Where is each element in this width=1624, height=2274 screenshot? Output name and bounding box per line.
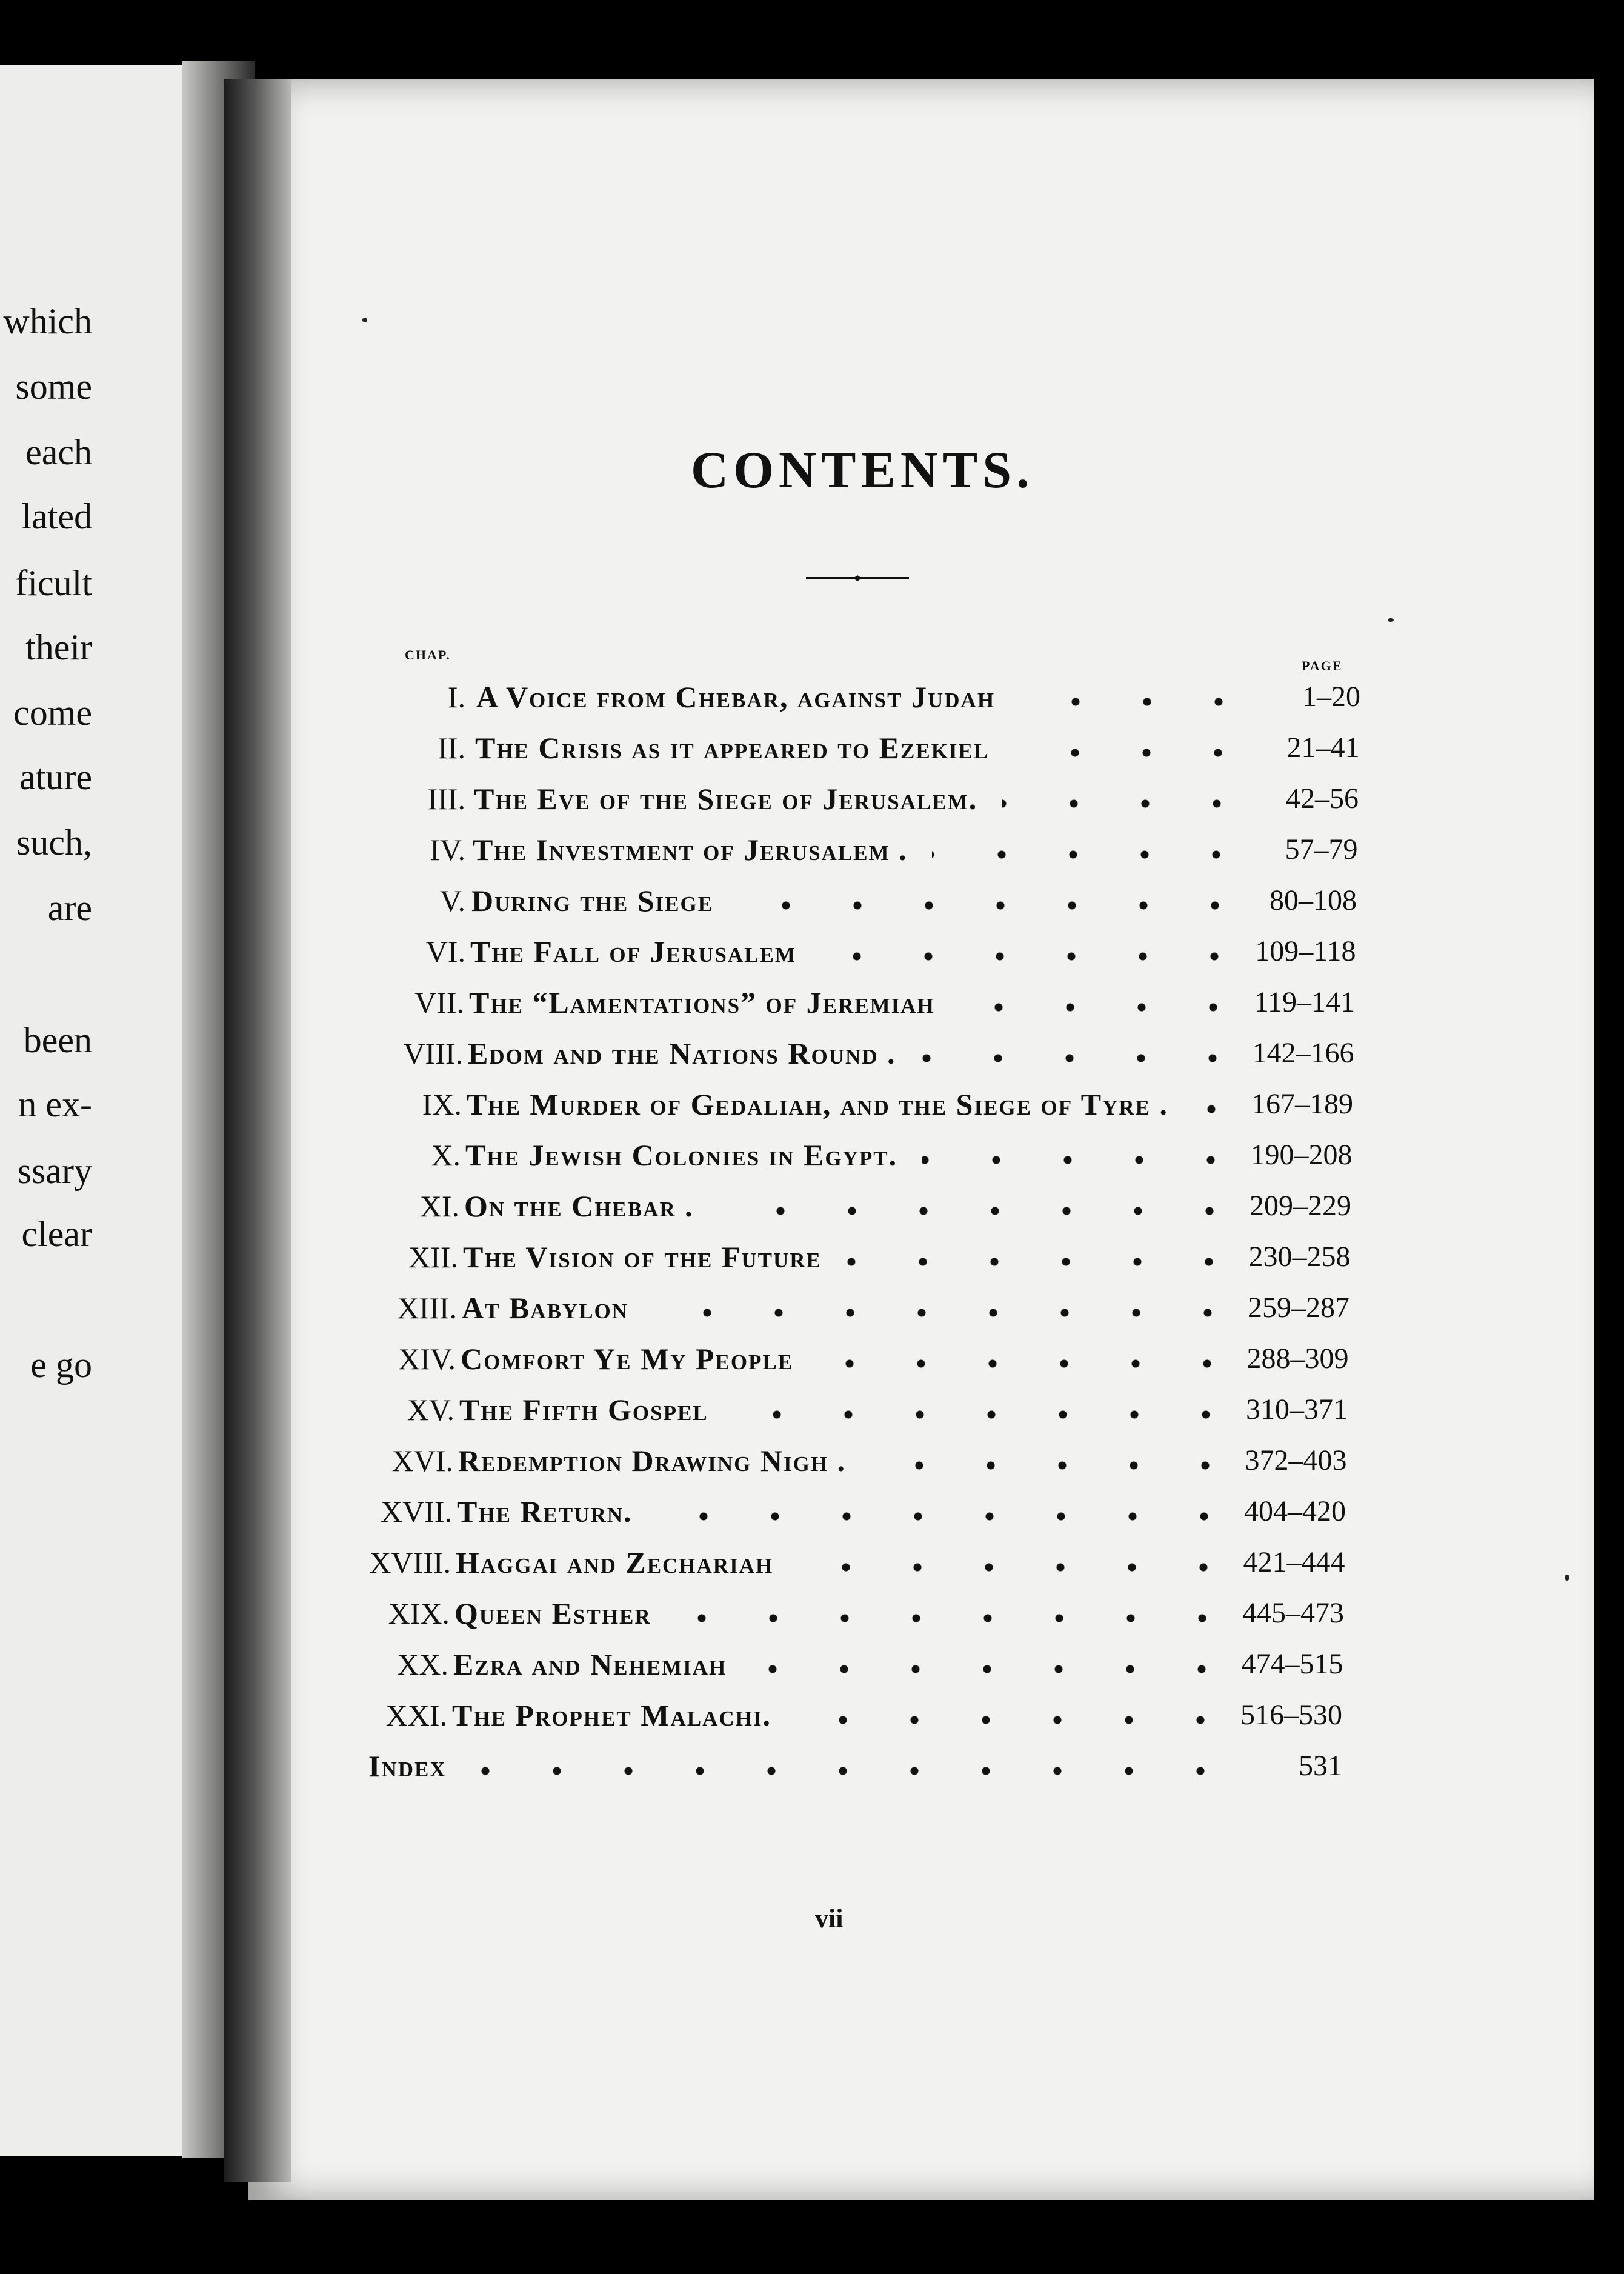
print-speck [1565,1575,1569,1581]
chapter-number: II. [438,731,465,765]
chapter-title: A Voice from Chebar, against Judah [476,680,996,714]
dot-leader [959,1001,1249,1013]
page-range: 516–530 [1240,1699,1342,1731]
toc-row [0,984,1624,1027]
page-range: 421–444 [1243,1546,1345,1578]
chapter-title: Redemption Drawing Nigh . [458,1444,847,1478]
chapter-number: III. [427,782,465,816]
page-range: 372–403 [1245,1444,1347,1476]
page-column-header: PAGE [1302,658,1343,673]
facing-page-line: which [3,301,92,341]
page-range: 310–371 [1246,1393,1348,1425]
facing-page-line: their [25,627,92,667]
page-range: 1–20 [1302,681,1360,713]
page-range: 57–79 [1285,833,1358,865]
chapter-title: The Vision of the Future [463,1240,822,1274]
chapter-title: The Jewish Colonies in Egypt. [465,1138,898,1172]
dot-leader [657,1510,1240,1522]
facing-page-line: been [23,1020,92,1060]
toc-row [0,781,1624,823]
index-title: Index [368,1749,447,1783]
toc-row [0,1392,1624,1434]
chapter-number: XIX. [388,1596,450,1630]
chapter-title: Queen Esther [454,1596,651,1630]
page-title: CONTENTS. [691,441,1034,499]
chapter-title: The Fall of Jerusalem [470,935,796,969]
page-range: 119–141 [1254,986,1355,1018]
page-range: 190–208 [1250,1139,1353,1171]
chapter-title: Comfort Ye My People [461,1342,794,1376]
dot-leader [796,1714,1236,1726]
page-range: 230–258 [1248,1241,1351,1273]
page-range: 80–108 [1270,884,1357,916]
toc-row [0,1697,1624,1739]
dot-leader [1019,696,1254,708]
dot-leader [846,1256,1245,1268]
dot-leader [920,1052,1248,1064]
chapter-title: The Crisis as it appeared to Ezekiel [475,731,990,765]
chapter-number: X. [431,1138,461,1172]
facing-page-line: ature [19,757,92,797]
chapter-number: VII. [414,985,464,1019]
page-range: 259–287 [1248,1292,1349,1324]
chapter-number: I. [447,680,465,714]
chapter-title: The Prophet Malachi. [452,1698,771,1732]
dot-leader [1193,1103,1247,1115]
toc-row [0,730,1624,772]
facing-page-line: clear [21,1214,92,1254]
chapter-number: VI. [425,935,465,969]
dot-leader [733,1409,1242,1421]
dot-leader [932,849,1252,861]
page-range: 142–166 [1252,1037,1354,1069]
chapter-number: XVI. [391,1444,453,1478]
facing-page-line: ssary [17,1151,92,1191]
toc-row [0,679,1624,721]
chapter-column-header: CHAP. [405,647,451,662]
dot-leader [1013,747,1254,759]
chapter-title: During the Siege [471,884,714,918]
toc-row [0,1493,1624,1536]
chapter-number: XI. [419,1189,459,1223]
chapter-number: XII. [408,1240,458,1274]
chapter-number: XV. [407,1393,454,1427]
toc-row [0,933,1624,976]
facing-page-line: each [25,432,92,472]
toc-row [0,1086,1624,1129]
chapter-number: VIII. [403,1036,463,1070]
dot-leader [653,1307,1243,1319]
toc-row [0,1646,1624,1689]
chapter-title: The “Lamentations” of Jeremiah [469,985,935,1019]
chapter-title: At Babylon [462,1291,629,1325]
toc-row [0,832,1624,874]
facing-page-line: such, [16,822,92,862]
toc-row [0,1544,1624,1587]
dot-leader [797,1561,1239,1573]
print-speck [1388,618,1394,622]
title-ornament [806,575,909,582]
facing-page-line: n ex- [18,1084,92,1124]
toc-row [0,1035,1624,1078]
dot-leader [751,1663,1237,1675]
toc-row [0,1290,1624,1332]
chapter-number: XIV. [398,1342,456,1376]
chapter-title: The Fifth Gospel [459,1393,708,1427]
dot-leader [1002,798,1253,810]
facing-page-line: e go [30,1345,92,1385]
dot-leader [870,1459,1241,1472]
page-range: 404–420 [1244,1495,1346,1527]
page-range: 42–56 [1286,782,1359,815]
toc-row [0,882,1624,928]
page-range: 21–41 [1286,732,1360,764]
toc-row [0,1239,1624,1281]
chapter-title: Haggai and Zechariah [456,1545,774,1579]
chapter-number: IX. [422,1087,462,1121]
page-range: 288–309 [1246,1342,1349,1375]
chapter-title: Ezra and Nehemiah [453,1647,727,1681]
chapter-number: V. [439,884,465,918]
facing-page-line: lated [21,496,92,536]
chapter-number: XX. [397,1647,448,1681]
toc-row [0,1341,1624,1383]
dot-leader [676,1612,1238,1624]
dot-leader [718,1205,1245,1217]
page-range: 167–189 [1251,1088,1353,1120]
dot-leader [820,950,1250,962]
chapter-title: The Investment of Jerusalem . [473,833,908,867]
toc-row [0,1595,1624,1638]
dot-leader [471,1765,1236,1777]
chapter-title: On the Chebar . [464,1189,694,1223]
page-gutter-shadow [224,79,291,2182]
chapter-number: XVII. [380,1495,452,1529]
chapter-title: The Return. [457,1495,633,1529]
chapter-number: IV. [430,833,465,867]
toc-row [0,1188,1624,1230]
chapter-title: The Murder of Gedaliah, and the Siege of Tyre . [467,1087,1168,1121]
facing-page-line: come [13,693,92,733]
chapter-number: XXI. [385,1698,447,1732]
page-range: 531 [1299,1750,1342,1782]
page-folio: vii [815,1904,844,1933]
toc-index-row [0,1748,1624,1790]
toc-row [0,1137,1624,1179]
print-speck [362,318,367,322]
page-range: 445–473 [1242,1597,1344,1629]
toc-row [0,1442,1624,1485]
dot-leader [737,899,1251,912]
chapter-title: Edom and the Nations Round . [468,1036,896,1070]
dot-leader [922,1154,1246,1166]
page-range: 209–229 [1250,1190,1351,1222]
page-range: 109–118 [1255,935,1356,967]
facing-page-line: are [47,888,92,928]
chapter-number: XIII. [397,1291,457,1325]
chapter-title: The Eve of the Siege of Jerusalem. [474,782,978,816]
dot-leader [817,1358,1243,1370]
facing-page-line: some [15,367,92,407]
chapter-number: XVIII. [369,1545,451,1579]
facing-page-line: ficult [15,563,92,603]
page-range: 474–515 [1241,1648,1343,1680]
